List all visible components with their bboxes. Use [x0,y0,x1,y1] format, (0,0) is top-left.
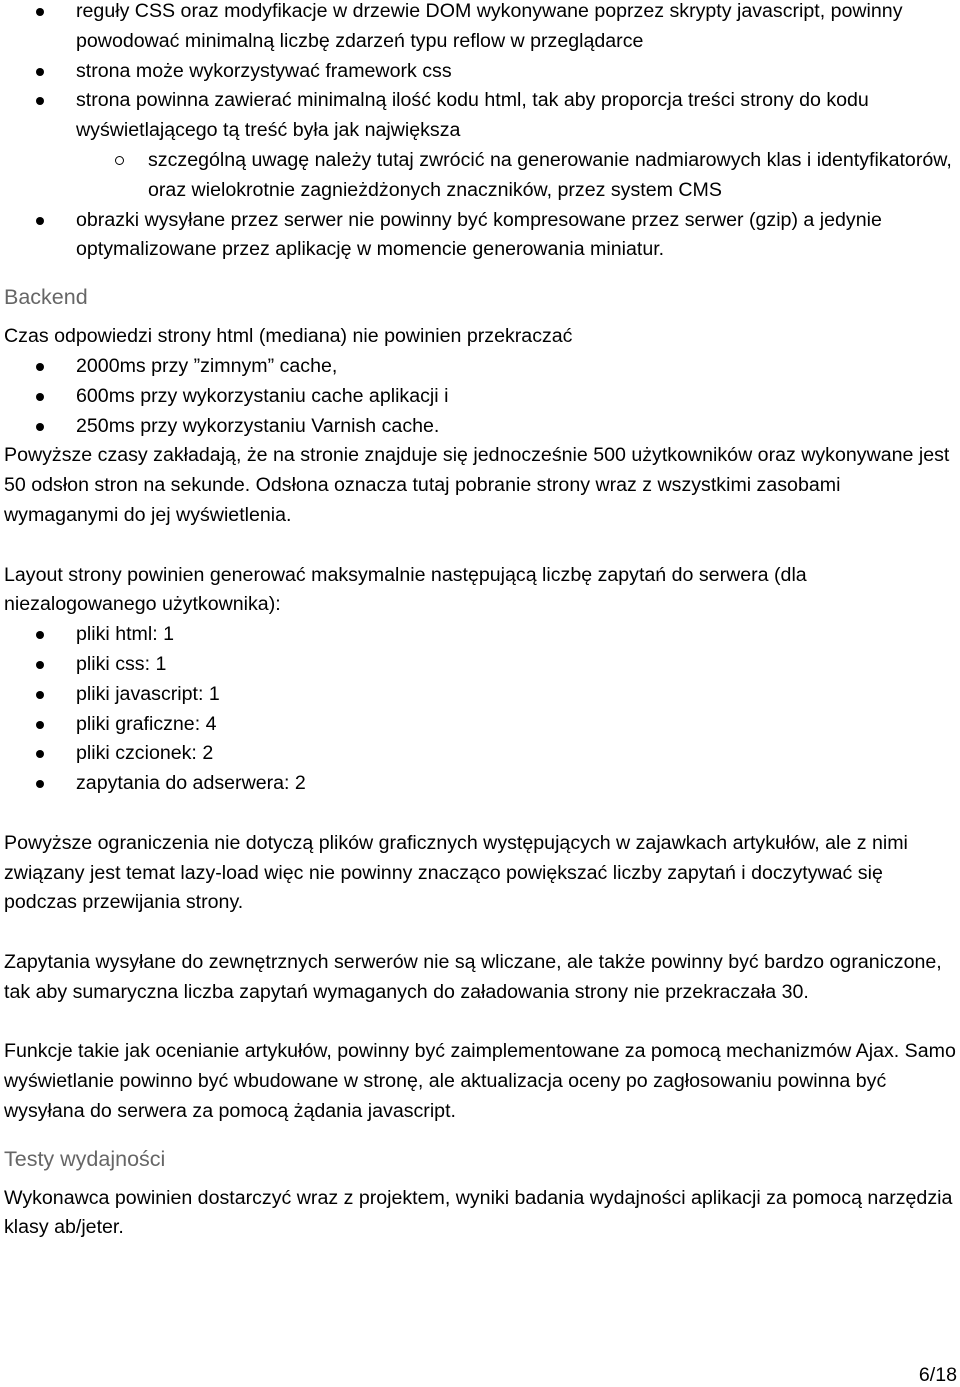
list-item: 2000ms przy ”zimnym” cache, [4,352,956,382]
list-item: pliki html: 1 [4,620,956,650]
list-item: pliki graficzne: 4 [4,710,956,740]
response-time-list [4,352,956,441]
list-item: reguły CSS oraz modyfikacje w drzewie DOM wykonywane poprzez skrypty javascript, powinny powodować minimalną liczbę zdarzeń typu reflow w przeglądarce [4,0,956,57]
list-item: pliki css: 1 [4,650,956,680]
list-item: strona powinna zawierać minimalną ilość kodu html, tak aby proporcja treści strony do kodu wyświetlającego tą treść była jak największa szczególną uwagę należy tutaj zwrócić na generowanie nadmiarowych klas i identyfikatorów, oraz wielokrotnie zagnieżdżonych znaczników, przez system CMS [4,86,956,205]
page-number: 6/18 [918,1364,957,1386]
list-item: strona może wykorzystywać framework css [4,57,956,87]
layout-requests-intro: Layout strony powinien generować maksymalnie następującą liczbę zapytań do serwera (dla niezalogowanego użytkownika): [4,563,807,616]
list-item: 600ms przy wykorzystaniu cache aplikacji i [4,382,956,412]
list-item: 250ms przy wykorzystaniu Varnish cache. [4,412,956,442]
paragraph-ajax: Funkcje takie jak ocenianie artykułów, powinny być zaimplementowane za pomocą mechanizmów Ajax. Samo wyświetlanie powinno być wbudowane w stronę, ale aktualizacja oceny po zagłosowaniu powinna być wysyłana do serwera za pomocą żądania javascript. [4,1040,956,1122]
list-item: pliki czcionek: 2 [4,739,956,769]
backend-note: Powyższe czasy zakładają, że na stronie znajduje się jednocześnie 500 użytkowników oraz wykonywane jest 50 odsłon stron na sekunde. Odsłona oznacza tutaj pobranie strony wraz z wszystkimi zasobami wymaganymi do jej wyświetlenia. [4,444,950,526]
section-heading-backend: Backend [4,285,88,310]
request-limits-list [4,620,956,799]
backend-intro: Czas odpowiedzi strony html (mediana) nie powinien przekraczać [4,325,573,348]
paragraph-lazy-load: Powyższe ograniczenia nie dotyczą plików graficznych występujących w zajawkach artykułów, ale z nimi związany jest temat lazy-load więc nie powinny znacząco powiększać liczby zapytań i doczytywać się podczas przewijania strony. [4,831,908,914]
requirements-list [4,0,956,265]
nested-list [76,146,956,206]
paragraph-external-requests: Zapytania wysyłane do zewnętrznych serwerów nie są wliczane, ale także powinny być bardzo ograniczone, tak aby sumaryczna liczba zapytań wymaganych do załadowania strony nie przekraczała 30. [4,950,942,1003]
nested-list-item: szczególną uwagę należy tutaj zwrócić na generowanie nadmiarowych klas i identyfikatorów, oraz wielokrotnie zagnieżdżonych znaczników, przez system CMS [76,146,956,206]
document-page [4,0,956,1243]
list-item: pliki javascript: 1 [4,680,956,710]
performance-text: Wykonawca powinien dostarczyć wraz z projektem, wyniki badania wydajności aplikacji za pomocą narzędzia klasy ab/jeter. [4,1186,953,1239]
section-heading-performance: Testy wydajności [4,1146,166,1171]
list-item: obrazki wysyłane przez serwer nie powinny być kompresowane przez serwer (gzip) a jedynie optymalizowane przez aplikację w momencie generowania miniatur. [4,206,956,266]
list-item: zapytania do adserwera: 2 [4,769,956,799]
